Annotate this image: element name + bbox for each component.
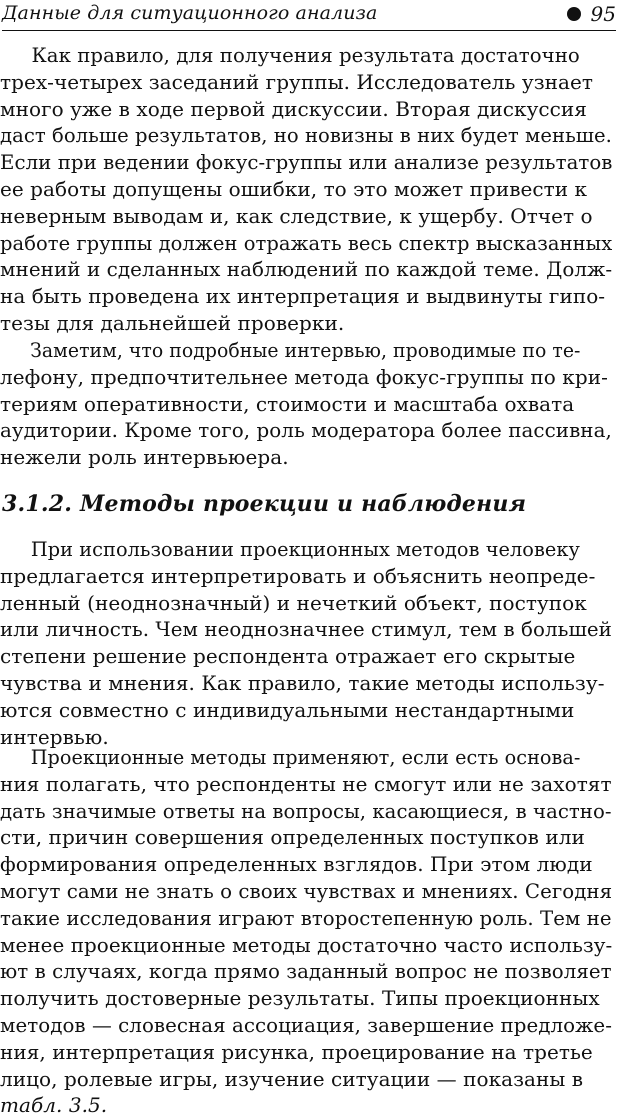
text-line: чувства и мнения. Как правило, такие методы использу- [0, 670, 605, 695]
text-line: аудитории. Кроме того, роль модератора более пассивна, [0, 418, 612, 443]
text-line: нежели роль интервьюера. [0, 445, 289, 470]
text-line: мнений и сделанных наблюдений по каждой теме. Долж- [0, 257, 613, 282]
text-line: тезы для дальнейшей проверки. [0, 310, 345, 335]
text-line: на быть проведена их интерпретация и выдвинуты гипо- [0, 284, 606, 309]
text-line: менее проекционные методы достаточно часто использу- [0, 932, 613, 957]
text-line: Если при ведении фокус-группы или анализе результатов [0, 150, 613, 175]
text-line: методов — словесная ассоциация, завершение предложе- [0, 1012, 612, 1037]
text-line: или личность. Чем неоднозначнее стимул, тем в большей [0, 617, 612, 642]
page-number: 95 [590, 2, 616, 26]
text-line: степени решение респондента отражает его скрытые [0, 644, 576, 669]
text-line: много уже в ходе первой дискуссии. Вторая дискуссия [0, 96, 587, 121]
text-line: неверным выводам и, как следствие, к ущербу. Отчет о [0, 203, 593, 228]
text-line: трех-четырех заседаний группы. Исследователь узнает [0, 69, 594, 94]
running-title: Данные для ситуационного анализа [2, 2, 378, 24]
text-line: предлагается интерпретировать и объяснить неопреде- [0, 563, 596, 588]
text-line: При использовании проекционных методов человеку [30, 537, 580, 561]
text-line: Заметим, что подробные интервью, проводимые по те- [30, 338, 581, 362]
text-line: териям оперативности, стоимости и масштаба охвата [0, 391, 575, 416]
paragraph-block [0, 337, 620, 471]
text-line: ют в случаях, когда прямо заданный вопрос не позволяет [0, 959, 612, 984]
text-line: дать значимые ответы на вопросы, касающиеся, в частно- [0, 798, 612, 823]
text-line: даст больше результатов, но новизны в них будет меньше. [0, 123, 612, 148]
page-number-group [567, 0, 616, 28]
text-line: лицо, ролевые игры, изучение ситуации — показаны в [0, 1066, 584, 1091]
paragraph-block [0, 536, 620, 750]
text-line: лефону, предпочтительнее метода фокус-группы по кри- [0, 364, 608, 389]
paragraph-1 [0, 42, 620, 337]
paragraph-block [0, 744, 620, 1119]
text-line: Проекционные методы применяют, если есть основа- [30, 745, 581, 769]
paragraph-3 [0, 536, 620, 750]
text-line: сти, причин совершения определенных поступков или [0, 825, 585, 850]
paragraph-4 [0, 744, 620, 1119]
text-line: ния полагать, что респонденты не смогут или не захотят [0, 771, 612, 796]
text-line: получить достоверные результаты. Типы проекционных [0, 986, 600, 1011]
text-line: такие исследования играют второстепенную роль. Тем не [0, 905, 612, 930]
table-reference: табл. 3.5. [0, 1093, 108, 1118]
text-line: формирования определенных взглядов. При этом люди [0, 852, 593, 877]
text-line: Как правило, для получения результата достаточно [31, 43, 580, 67]
text-line: ее работы допущены ошибки, то это может привести к [0, 176, 588, 201]
bullet-icon [567, 7, 581, 21]
text-line: ются совместно с индивидуальными нестандартными [0, 697, 575, 722]
text-line: могут сами не знать о своих чувствах и мнениях. Сегодня [0, 878, 613, 903]
paragraph-block [0, 42, 620, 337]
text-line: интервью. [0, 724, 109, 749]
paragraph-2 [0, 337, 620, 471]
text-line: ния, интерпретация рисунка, проецирование на третье [0, 1039, 593, 1064]
text-line: работе группы должен отражать весь спектр высказанных [0, 230, 613, 255]
text-line: ленный (неоднозначный) и нечеткий объект, поступок [0, 590, 587, 615]
section-heading: 3.1.2. Методы проекции и наблюдения [2, 491, 527, 517]
running-header [2, 0, 616, 31]
